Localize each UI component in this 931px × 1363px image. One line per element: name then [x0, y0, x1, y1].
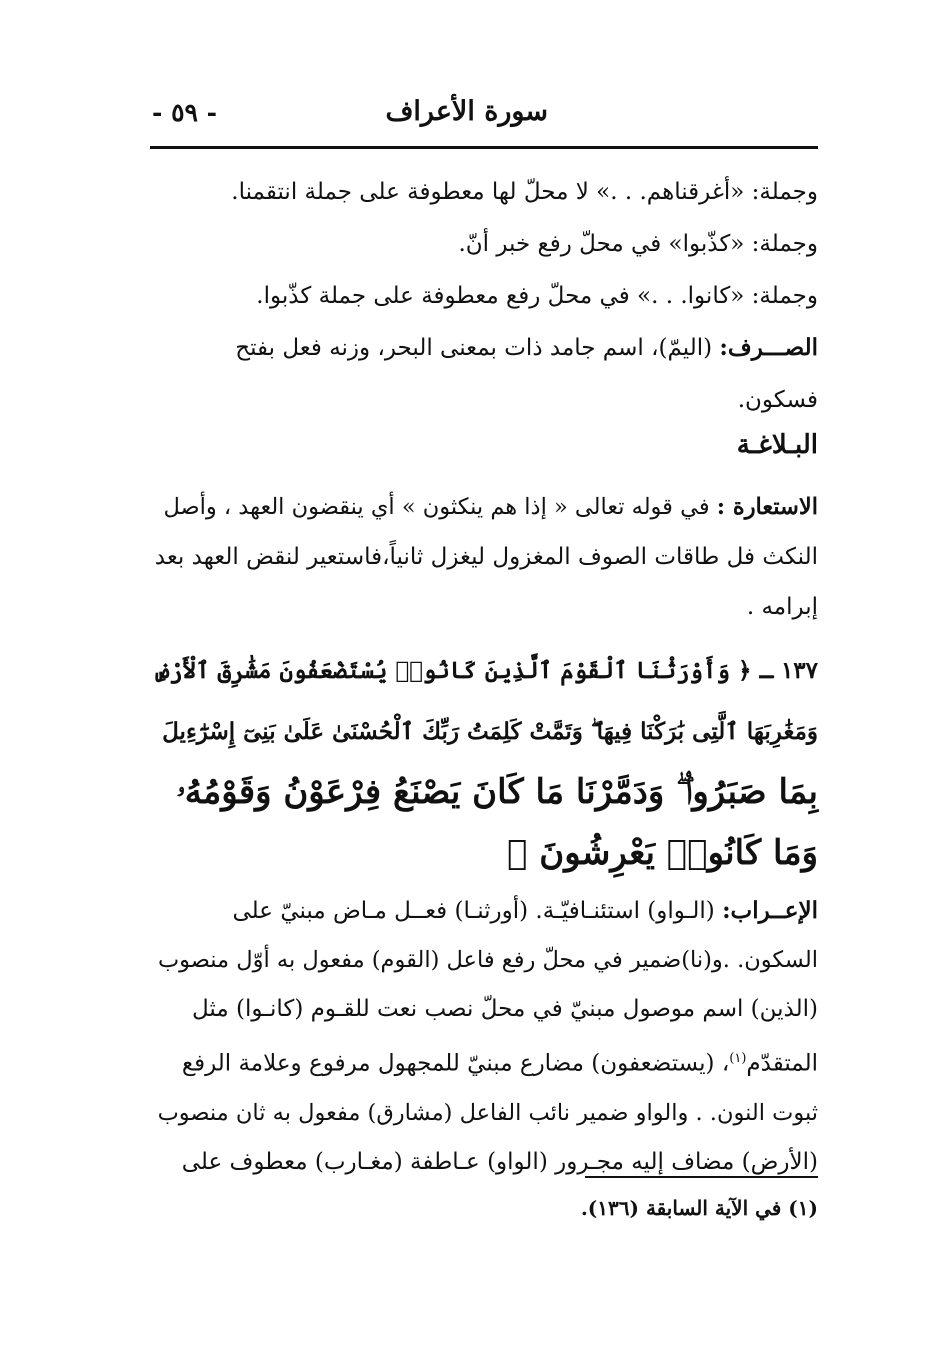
text-line: فسكون.	[737, 387, 818, 413]
balagha-block	[150, 482, 818, 632]
footnote: (١) في الآية السابقة (١٣٦).	[580, 1196, 818, 1220]
text-line: النكث فل طاقات الصوف المغزول ليغزل ثانياً،فاستعير لنقض العهد بعد	[154, 544, 818, 570]
page-number: - ٥٩ -	[152, 98, 218, 127]
header-divider	[150, 146, 818, 149]
balagha-text: في قوله تعالى « إذا هم ينكثون » أي ينقضون العهد ، وأصل	[163, 494, 710, 520]
text-line: (الذين) اسم موصول مبنيّ في محلّ نصب نعت للقـوم (كانـوا) مثل	[192, 996, 818, 1022]
page-header	[150, 92, 818, 140]
sarf-line	[150, 322, 818, 374]
sarf-text: (اليمّ)، اسم جامد ذات بمعنى البحر، وزنه فعل بفتح	[235, 335, 713, 361]
irab-line	[150, 886, 818, 936]
text-line: (الأرض) مضاف إليه مجـرور (الواو) عـاطفة (مغـارب) معطوف على	[181, 1148, 818, 1175]
text-line: إبرامه .	[746, 594, 818, 620]
irab-block	[150, 886, 818, 1187]
text-line: ثبوت النون. . والواو ضمير نائب الفاعل (مشارق) مفعول به ثان منصوب	[157, 1099, 818, 1126]
text-line: وجملة: «أغرقناهم. . .» لا محلّ لها معطوفة على جملة انتقمنا.	[231, 179, 818, 205]
verse-line: ١٣٧ ـ ﴿ وَأَوْرَثْنَا ٱلْقَوْمَ ٱلَّذِينَ كَانُوا۟ يُسْتَضْعَفُونَ مَشَٰرِقَ ٱلْأَرْضِ	[155, 657, 818, 684]
verse-line: وَمَا كَانُوا۟ يَعْرِشُونَ ﴾	[507, 833, 818, 873]
text-line: وجملة: «كذّبوا» في محلّ رفع خبر أنّ.	[458, 231, 818, 257]
text-fragment: المتقدّم	[746, 1050, 818, 1077]
istiara-label: الاستعارة :	[716, 494, 818, 520]
sentences-block	[150, 166, 818, 426]
footnote-divider	[585, 1176, 818, 1178]
irab-text: (الـواو) استئنـافيّـة. (أورثنـا) فعــل مـاض مبنيّ على	[232, 898, 715, 924]
quran-verse	[150, 640, 818, 884]
footnote-ref: (١)	[729, 1051, 747, 1066]
page-title: سورة الأعراف	[385, 96, 548, 127]
verse-line: بِمَا صَبَرُوا۟ ۖ وَدَمَّرْنَا مَا كَانَ يَصْنَعُ فِرْعَوْنُ وَقَوْمُهُۥ	[176, 772, 818, 812]
balagha-line	[150, 482, 818, 532]
verse-line: وَمَغَٰرِبَهَا ٱلَّتِى بَٰرَكْنَا فِيهَا ۖ وَتَمَّتْ كَلِمَتُ رَبِّكَ ٱلْحُسْنَىٰ عَلَىٰ بَنِىٓ إِسْرَٰٓءِيلَ	[162, 718, 818, 745]
text-line	[150, 1034, 818, 1089]
text-line: السكون. .و(نا)ضمير في محلّ رفع فاعل (القوم) مفعول به أوّل منصوب	[157, 947, 818, 973]
text-line: وجملة: «كانوا. . .» في محلّ رفع معطوفة على جملة كذّبوا.	[256, 283, 818, 309]
sarf-label: الصـــرف:	[719, 334, 818, 361]
section-heading-balagha: البـلاغـة	[736, 430, 818, 460]
text-fragment: ، (يستضعفون) مضارع مبنيّ للمجهول مرفوع وعلامة الرفع	[181, 1050, 730, 1077]
irab-label: الإعــراب:	[722, 897, 818, 924]
